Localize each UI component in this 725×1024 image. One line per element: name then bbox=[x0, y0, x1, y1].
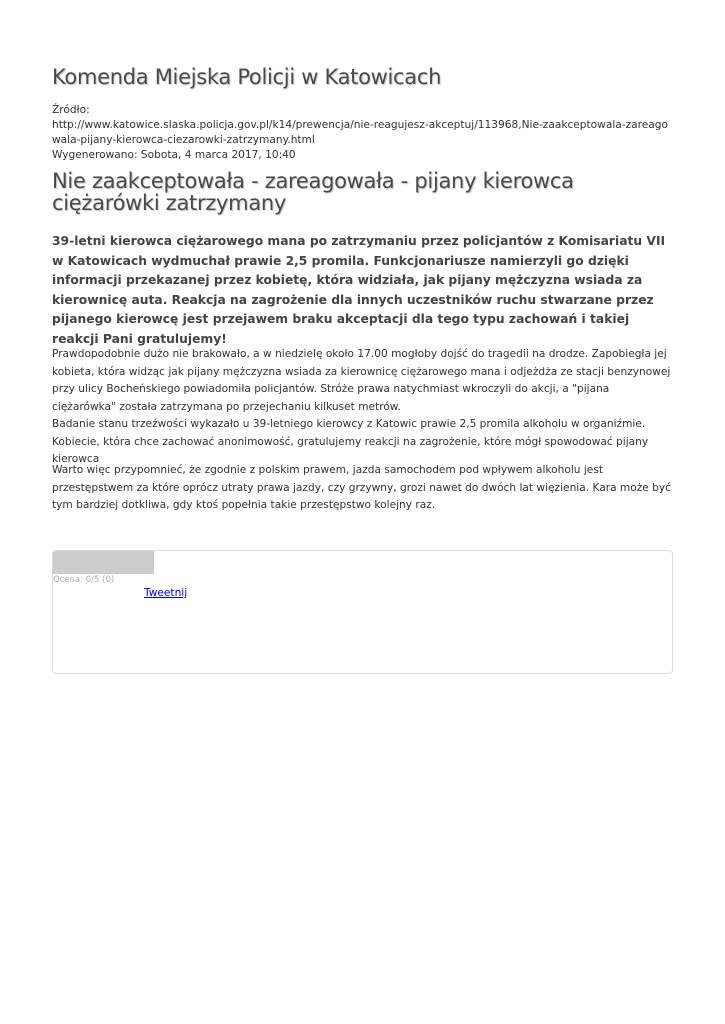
rating-label: Ocena: 0/5 (0) bbox=[53, 575, 115, 585]
source-url: http://www.katowice.slaska.policja.gov.pl/k14/prewencja/nie-reagujesz-akceptuj/113968,Nie-zaakceptowala-zareagowala-pijany-kierowca-ciezarowki-zatrzymany.html bbox=[52, 119, 668, 146]
article-paragraph-2: Warto więc przypomnieć, że zgodnie z polskim prawem, jazda samochodem pod wpływem alkoholu jest przestępstwem za które oprócz utraty prawa jazdy, czy grzywny, grozi nawet do dwóch lat więzienia. Kara może być tym bardziej dotkliwa, gdy ktoś popełnia takie przestępstwo kolejny raz. bbox=[52, 464, 671, 511]
source-meta bbox=[52, 103, 673, 163]
rating-stars[interactable] bbox=[53, 551, 154, 574]
source-label: Źródło: bbox=[52, 104, 90, 116]
tweet-link[interactable]: Tweetnij bbox=[144, 587, 188, 599]
article-title: Nie zaakceptowała - zareagowała - pijany kierowca ciężarówki zatrzymany bbox=[52, 169, 574, 215]
article-paragraph-1b: Badanie stanu trzeźwości wykazało u 39-letniego kierowcy z Katowic prawie 2,5 promila alkoholu w organiźmie. Kobiecie, która chce zachować anonimowość, gratulujemy reakcji na zagrożenie, które mógł spowodować pijany kierowca bbox=[52, 418, 649, 465]
site-title: Komenda Miejska Policji w Katowicach bbox=[52, 65, 442, 89]
generated-date: Wygenerowano: Sobota, 4 marca 2017, 10:40 bbox=[52, 149, 296, 161]
rating-panel bbox=[52, 550, 673, 674]
article-paragraph-1 bbox=[52, 346, 673, 469]
article-lead: 39-letni kierowca ciężarowego mana po zatrzymaniu przez policjantów z Komisariatu VII w Katowicach wydmuchał prawie 2,5 promila. Funkcjonariusze namierzyli go dzięki informacji przekazanej przez kobietę, która widziała, jak pijany mężczyzna wsiada za kierownicę auta. Reakcja na zagrożenie dla innych uczestników ruchu stwarzane przez pijanego kierowcę jest przejawem braku akceptacji dla tego typu zachowań i takiej reakcji Pani gratulujemy! bbox=[52, 234, 666, 346]
article-paragraph-1a: Prawdopodobnie dużo nie brakowało, a w niedzielę około 17.00 mogłoby dojść do tragedii na drodze. Zapobiegła jej kobieta, która widząc jak pijany mężczyzna wsiada za kierownicę ciężarowego mana i odjeżdża ze stacji benzynowej przy ulicy Bocheńskiego powiadomiła policjantów. Stróże prawa natychmiast wkroczyli do akcji, a "pijana ciężarówka" została zatrzymana po przejechaniu kilkuset metrów. bbox=[52, 348, 671, 413]
